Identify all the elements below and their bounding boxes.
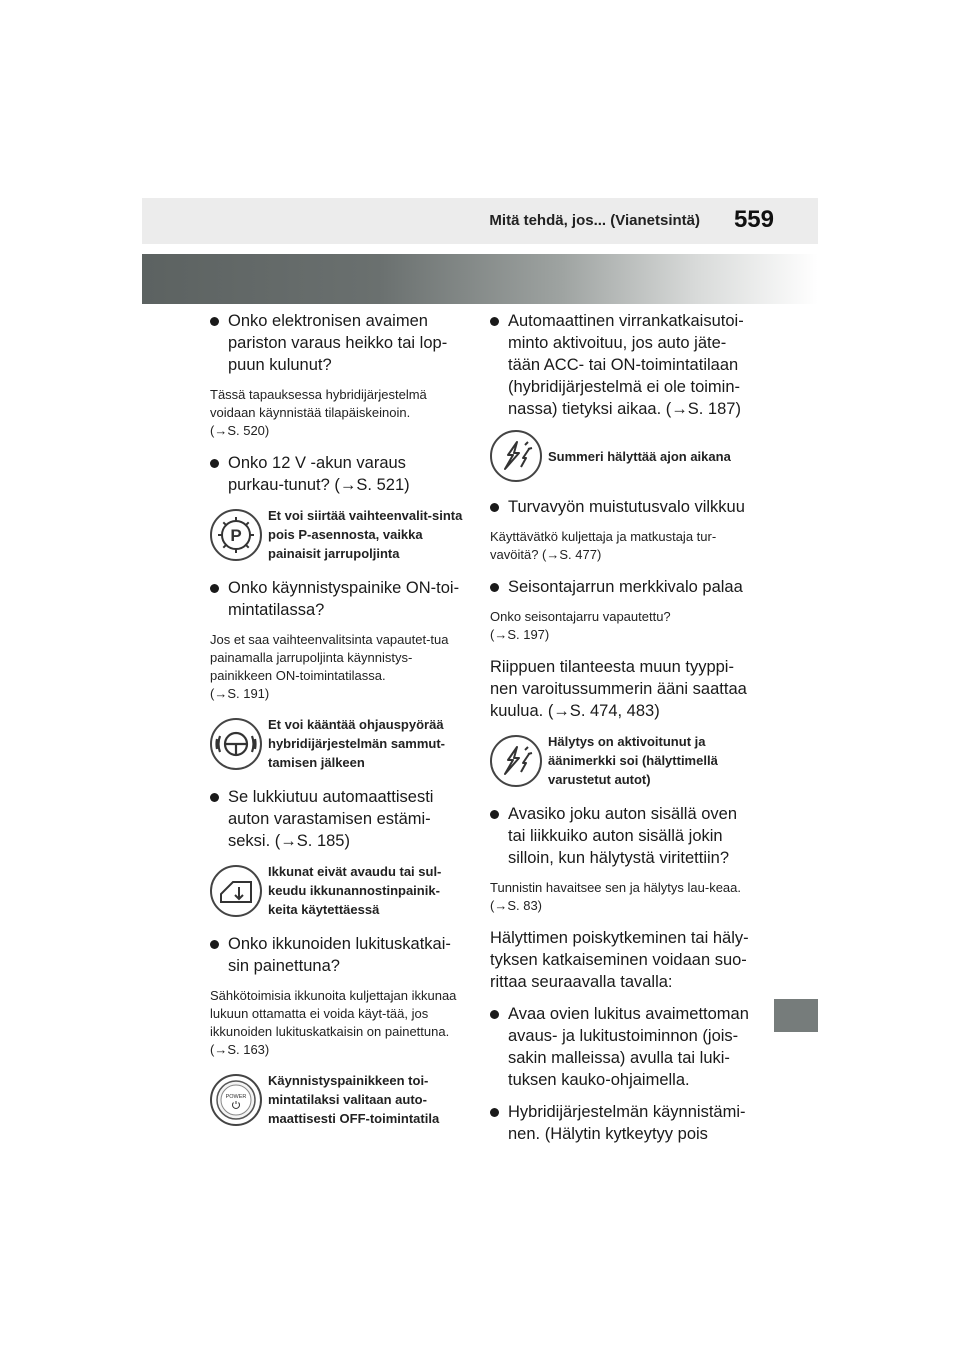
page-reference: (→S. 197) (490, 627, 550, 642)
paragraph (490, 656, 758, 722)
warning-heading (210, 715, 466, 772)
bullet-icon (210, 317, 219, 326)
bullet-icon (210, 793, 219, 802)
warning-title: Summeri hälyttää ajon aikana (548, 448, 731, 464)
left-column (210, 310, 466, 1142)
bullet-text: Seisontajarrun merkkivalo palaa (508, 578, 743, 596)
p-gear-icon (210, 509, 262, 561)
list-item (490, 1003, 758, 1091)
note-body: Käyttävätkö kuljettaja ja matkustaja tur-vavöitä? (490, 529, 717, 562)
steering-lock-icon (210, 718, 262, 770)
note-body: Tässä tapauksessa hybridijärjestelmä voidaan käynnistää tilapäiskeinoin. (210, 387, 427, 420)
warning-title: Et voi kääntää ohjauspyörää hybridijärjestelmän sammut-tamisen jälkeen (268, 717, 445, 770)
list-item (210, 933, 466, 977)
right-column (490, 310, 758, 1155)
page-reference: (→S. 163) (210, 1042, 270, 1057)
bullet-icon (490, 1108, 499, 1117)
note-text (210, 987, 466, 1059)
warning-heading (490, 430, 758, 482)
list-item (490, 1101, 758, 1145)
note-text (210, 386, 466, 440)
header-band (142, 198, 818, 244)
note-body: Sähkötoimisia ikkunoita kuljettajan ikkunaa lukuun ottamatta ei voida käyt-tää, jos ikkunoiden lukituskatkaisin on painettuna. (210, 988, 457, 1039)
bullet-text: Onko ikkunoiden lukituskatkai-sin painettuna? (228, 935, 451, 975)
bullet-text: Avasiko joku auton sisällä oven tai liikkuiko auton sisällä jokin silloin, kun hälytystä viritettiin? (508, 805, 738, 867)
bullet-text: Avaa ovien lukitus avaimettoman avaus- ja lukitustoiminnon (jois-sakin malleissa) avulla tai luki-tuksen kauko-ohjaimella. (508, 1005, 749, 1089)
paragraph: Hälyttimen poiskytkeminen tai häly-tyksen katkaiseminen voidaan suo-rittaa seuraavalla tavalla: (490, 929, 749, 991)
note-text (490, 528, 758, 564)
note-body: Onko seisontajarru vapautettu? (490, 609, 671, 624)
bullet-icon (490, 810, 499, 819)
svg-text:P: P (230, 525, 242, 545)
bullet-text: Automaattinen virrankatkaisutoi-minto aktivoituu, jos auto jäte-tään ACC- tai ON-toimintatilaan (hybridijärjestelmä ei ole toimin-nassa) tietyksi aikaa. (508, 312, 744, 418)
warning-title: Ikkunat eivät avaudu tai sul-keudu ikkunannostinpainik-keita käytettäessä (268, 864, 442, 917)
bullet-text: Turvavyön muistutusvalo vilkkuu (508, 498, 745, 516)
list-item (490, 496, 758, 518)
bullet-icon (210, 584, 219, 593)
list-item (490, 310, 758, 420)
bullet-text: Onko 12 V -akun varaus purkau-tunut? (228, 454, 406, 494)
section-gradient-bar (142, 254, 818, 304)
bullet-icon (490, 317, 499, 326)
bullet-icon (490, 583, 499, 592)
window-switch-icon (210, 865, 262, 917)
page-reference: (→S. 521) (334, 476, 410, 494)
page-reference: (→S. 191) (210, 686, 270, 701)
list-item (490, 803, 758, 869)
page-reference: (→S. 187) (665, 400, 741, 418)
bullet-icon (210, 459, 219, 468)
list-item (210, 310, 466, 376)
bullet-icon (490, 1010, 499, 1019)
bullet-icon (490, 503, 499, 512)
page-reference: (→S. 520) (210, 423, 270, 438)
power-button-icon (210, 1074, 262, 1126)
note-text (490, 608, 758, 644)
page-reference: (→S. 477) (542, 547, 602, 562)
list-item (210, 577, 466, 621)
bullet-text: Onko elektronisen avaimen pariston varaus heikko tai lop-puun kulunut? (228, 312, 448, 374)
list-item (490, 576, 758, 598)
page-reference: (→S. 474, 483) (547, 702, 660, 720)
warning-heading (210, 862, 466, 919)
chapter-tab (774, 999, 818, 1032)
list-item (210, 786, 466, 852)
warning-heading (210, 506, 466, 563)
page-number: 559 (733, 206, 774, 233)
bullet-icon (210, 940, 219, 949)
paragraph-text: Riippuen tilanteesta muun tyyppi-nen varoitussummerin ääni saattaa kuulua. (490, 658, 747, 720)
power-label: POWER (225, 1093, 247, 1100)
page-reference: (→S. 83) (490, 898, 543, 913)
section-title: Mitä tehdä, jos... (Vianetsintä) (489, 212, 700, 229)
note-body: Jos et saa vaihteenvalitsinta vapautet-tua painamalla jarrupoljinta käynnistys-painikkeen ON-toimintatilassa. (210, 632, 449, 683)
warning-heading (490, 732, 758, 789)
bullet-text: Onko käynnistyspainike ON-toi-mintatilassa? (228, 579, 460, 619)
bullet-text: Hybridijärjestelmän käynnistämi-nen. (Hälytin kytkeytyy pois (508, 1103, 746, 1143)
warning-heading (210, 1071, 466, 1128)
warning-title: Hälytys on aktivoitunut ja äänimerkki soi (hälyttimellä varustetut autot) (548, 734, 718, 787)
list-item (210, 452, 466, 496)
page-reference: (→S. 185) (274, 832, 350, 850)
bullet-text: Se lukkiutuu automaattisesti auton varastamisen estämi-seksi. (228, 788, 434, 850)
warning-title: Käynnistyspainikkeen toi-mintatilaksi valitaan auto-maattisesti OFF-toimintatila (268, 1073, 440, 1126)
alarm-icon (490, 735, 542, 787)
note-text (210, 631, 466, 703)
buzzer-icon (490, 430, 542, 482)
note-body: Tunnistin havaitsee sen ja hälytys lau-keaa. (490, 880, 741, 895)
note-text (490, 879, 758, 915)
warning-title: Et voi siirtää vaihteenvalit-sinta pois P-asennosta, vaikka painaisit jarrupoljinta (268, 508, 463, 561)
